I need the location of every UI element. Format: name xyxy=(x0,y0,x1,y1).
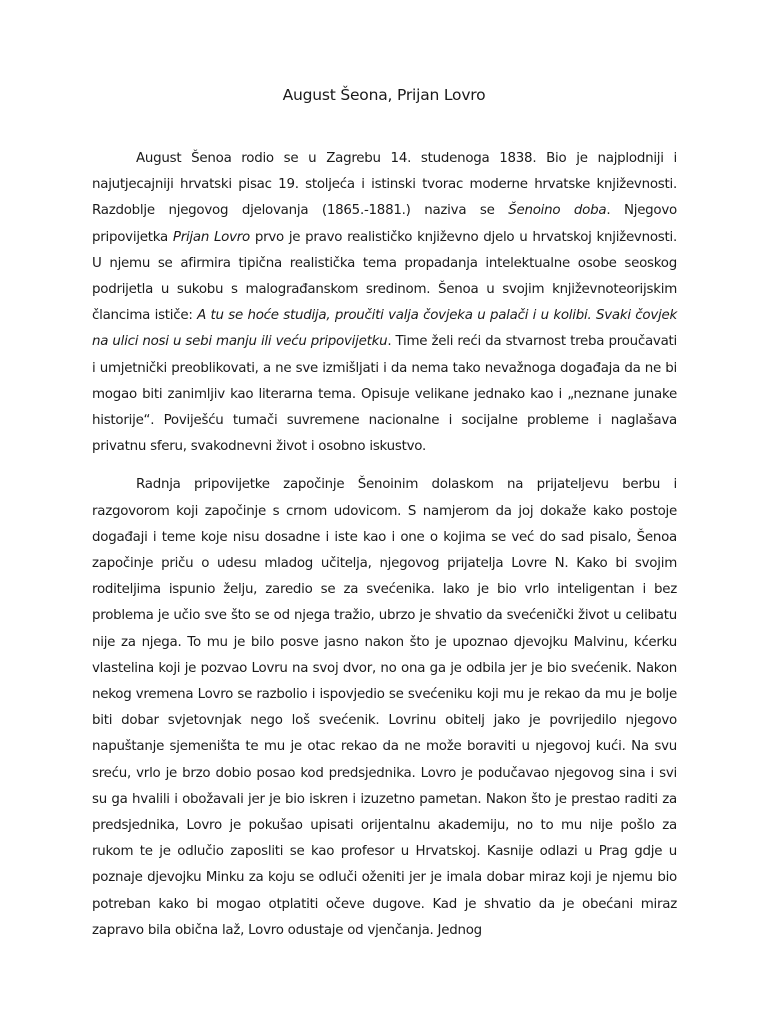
paragraph xyxy=(92,146,677,460)
text-run: . Time želi reći da stvarnost treba proučavati i umjetnički preoblikovati, a ne sve izmišljati i da nema tako nevažnoga događaja da ne bi mogao biti zanimljiv kao literarna tema. Opisuje velikane jednako kao i „neznane junake historije“. Poviješću tumači suvremene nacionalne i socijalne probleme i naglašava privatnu sferu, svakodnevni život i osobno iskustvo. xyxy=(92,334,677,455)
text-run: prvo je pravo realističko književno djelo u hrvatskoj književnosti. U njemu se afirmira tipična realistička tema propadanja intelektualne osobe seoskog podrijetla u sukobu s malograđanskom sredinom. Šenoa u svojim književnoteorijskim člancima ističe: xyxy=(92,229,677,324)
text-run: August Šenoa rodio se u Zagrebu 14. studenoga 1838. Bio je najplodniji i najutjecajniji hrvatski pisac 19. stoljeća i istinski tvorac moderne hrvatske književnosti. Razdoblje njegovog djelovanja (1865.-1881.) naziva se xyxy=(92,151,677,219)
text-run: Radnja pripovijetke započinje Šenoinim dolaskom na prijateljevu berbu i razgovorom koji započinje s crnom udovicom. S namjerom da joj dokaže kako postoje događaji i teme koje nisu dosadne i iste kao i one o kojima se već do sad pisalo, Šenoa započinje priču o udesu mladog učitelja, njegovog prijatelja Lovre N. Kako bi svojim roditeljima ispunio želju, zaredio se za svećenika. Iako je bio vrlo inteligentan i bez problema je učio sve što se od njega tražio, ubrzo je shvatio da svećenički život u celibatu nije za njega. To mu je bilo posve jasno nakon što je upoznao djevojku Malvinu, kćerku vlastelina koji je pozvao Lovru na svoj dvor, no ona ga je odbila jer je bio svećenik. Nakon nekog vremena Lovro se razbolio i ispovjedio se svećeniku koji mu je rekao da mu je bolje biti dobar svjetovnjak nego loš svećenik. Lovrinu obitelj jako je povrijedilo njegovo napuštanje sjemeništa te mu je otac rekao da ne može boraviti u njegovoj kući. Na svu sreću, vrlo je brzo dobio posao kod predsjednika. Lovro je podučavao njegovog sina i svi su ga hvalili i obožavali jer je bio iskren i izuzetno pametan. Nakon što je prestao raditi za predsjednika, Lovro je pokušao upisati orijentalnu akademiju, no to mu nije pošlo za rukom te je odlučio zaposliti se kao profesor u Hrvatskoj. Kasnije odlazi u Prag gdje u poznaje djevojku Minku za koju se odluči oženiti jer je imala dobar miraz koji je njemu bio potreban kako bi mogao otplatiti očeve dugove. Kad je shvatio da je obećani miraz zapravo bila obična laž, Lovro odustaje od vjenčanja. Jednog xyxy=(92,477,677,938)
italic-text-run: A tu se hoće studija, proučiti valja čovjeka u palači i u kolibi. Svaki čovjek na ulici nosi u sebi manju ili veću pripovijetku xyxy=(92,308,677,350)
italic-text-run: Šenoino doba xyxy=(508,203,607,219)
text-run: . Njegovo pripovijetka xyxy=(92,203,677,245)
paragraph xyxy=(92,472,677,944)
document-body xyxy=(92,146,677,956)
italic-text-run: Prijan Lovro xyxy=(172,229,250,245)
document-title: August Šeona, Prijan Lovro xyxy=(282,86,486,104)
